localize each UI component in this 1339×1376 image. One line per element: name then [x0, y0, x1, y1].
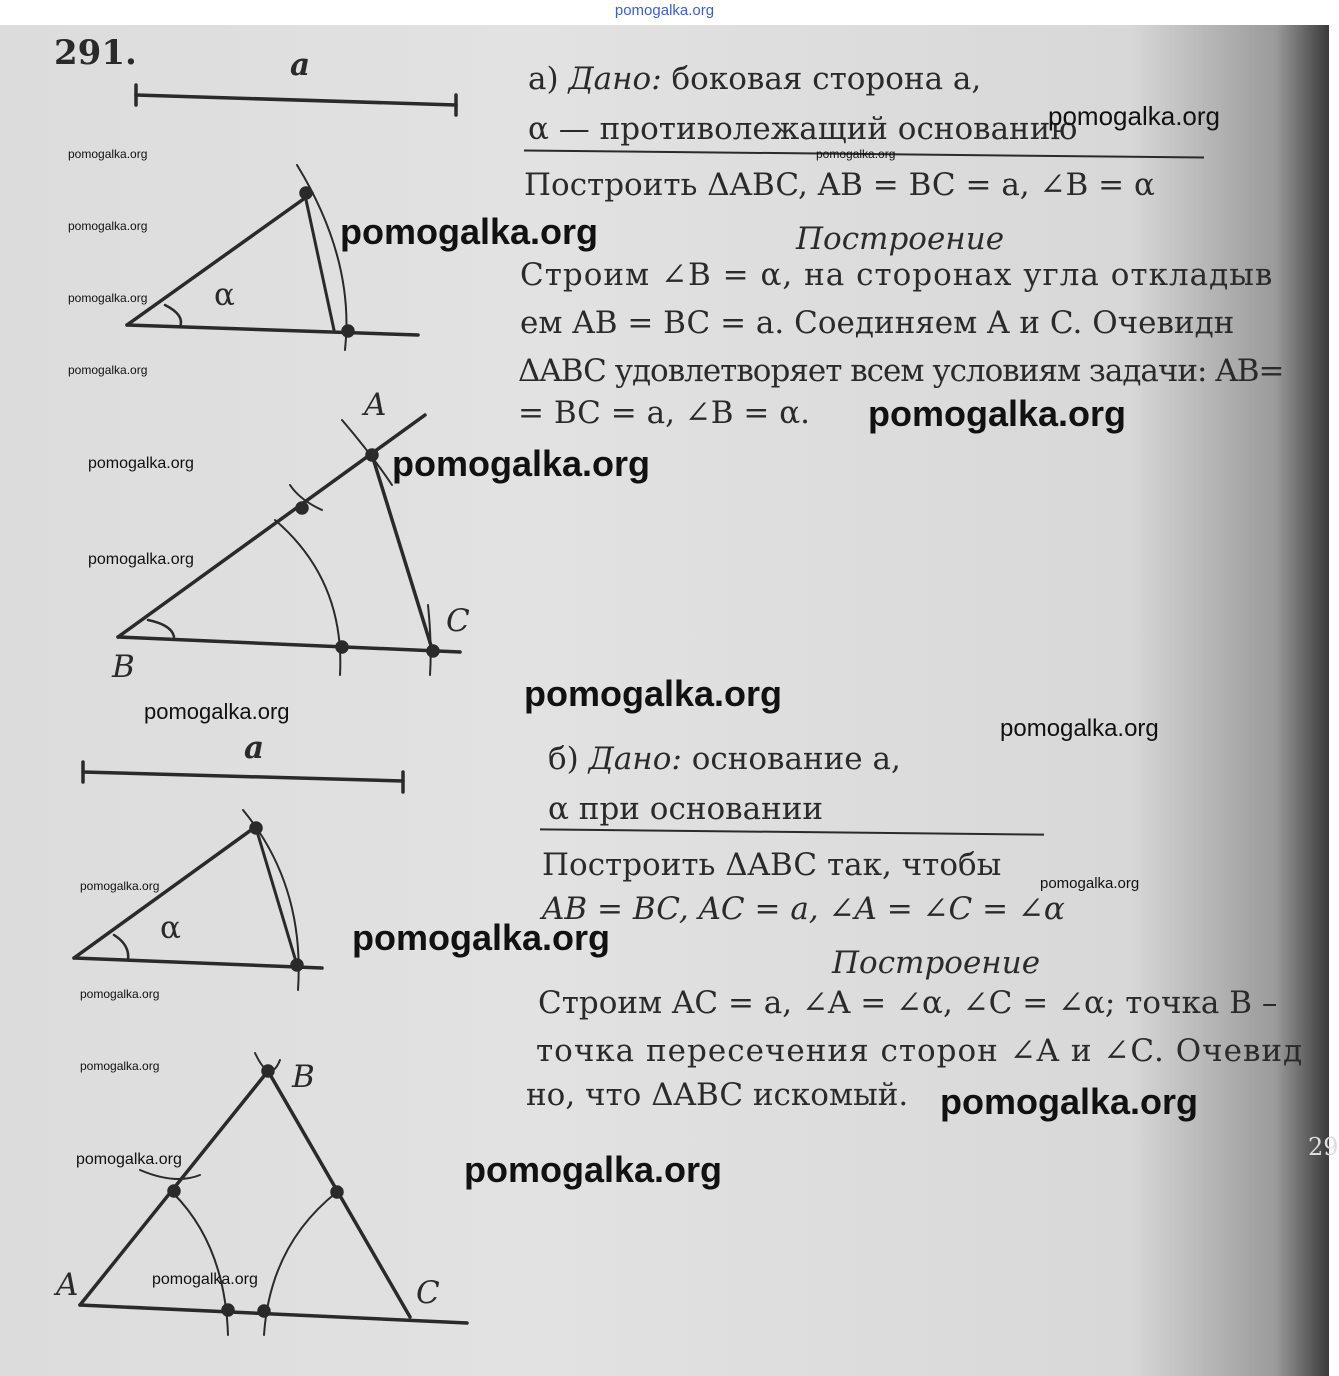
fig1-angle-construction	[127, 165, 418, 350]
watermark-small: pomogalka.org	[80, 879, 160, 893]
fig1-angle-label: α	[214, 277, 235, 313]
watermark-medium: pomogalka.org	[88, 551, 194, 568]
fig3-angle-label: α	[160, 910, 181, 946]
part-a-given-label: Дано:	[568, 61, 662, 97]
watermark-large: pomogalka.org	[940, 1081, 1199, 1122]
part-b-given-line1	[548, 741, 901, 777]
watermark-medium: pomogalka.org	[152, 1271, 258, 1288]
fig3-angle-construction	[74, 810, 322, 990]
watermark-large: pomogalka.org	[392, 443, 651, 484]
part-a-body-line1: Строим ∠B = α, на сторонах угла откладыв	[520, 257, 1274, 293]
watermark: pomogalka.org	[1000, 715, 1159, 742]
watermark-large: pomogalka.org	[340, 211, 599, 252]
fig2-label-a: A	[364, 387, 387, 423]
problem-number: 291.	[54, 33, 137, 73]
watermark-small: pomogalka.org	[816, 147, 896, 161]
fig3-segment-label: a	[244, 730, 265, 766]
watermark: pomogalka.org	[144, 699, 290, 724]
watermark-large: pomogalka.org	[464, 1149, 723, 1190]
part-a-prefix: а)	[528, 61, 569, 97]
part-b-given-label: Дано:	[588, 741, 682, 777]
watermark-large: pomogalka.org	[524, 673, 783, 714]
watermark-large: pomogalka.org	[868, 393, 1127, 434]
page-number-fragment: 29	[1308, 1133, 1339, 1161]
watermark-small: pomogalka.org	[68, 363, 148, 377]
part-b-given-text: основание a,	[681, 741, 901, 777]
fig1-segment-label: a	[290, 47, 311, 83]
part-b-divider	[540, 828, 1044, 835]
part-b-task-line2: AB = BC, AC = a, ∠A = ∠C = ∠α	[542, 891, 1065, 927]
part-b-task-line1: Построить ΔABC так, чтобы	[542, 847, 1002, 883]
part-a-given-line2: α — противолежащий основанию	[528, 111, 1078, 147]
fig2-label-c: C	[446, 603, 470, 639]
part-a-body-line2: ем AB = BC = a. Соединяем A и C. Очевидн	[520, 305, 1235, 341]
part-b-given-line2: α при основании	[548, 791, 824, 827]
scanned-page	[0, 25, 1339, 1376]
watermark-small: pomogalka.org	[68, 291, 148, 305]
fig4-label-a: A	[56, 1267, 79, 1303]
part-b-body-line3: но, что ΔABC искомый.	[526, 1077, 909, 1113]
watermark-small: pomogalka.org	[68, 219, 148, 233]
fig3-segment-a	[83, 762, 403, 792]
fig1-segment-a	[136, 85, 456, 115]
part-a-task: Построить ΔABC, AB = BC = a, ∠B = α	[524, 167, 1155, 203]
watermark-medium: pomogalka.org	[76, 1151, 182, 1168]
watermark-small: pomogalka.org	[80, 1059, 160, 1073]
part-b-body-line1: Строим AC = a, ∠A = ∠α, ∠C = ∠α; точка B –	[538, 985, 1278, 1021]
fig2-label-b: B	[112, 649, 135, 685]
part-b-body-line2: точка пересечения сторон ∠A и ∠C. Очевид	[536, 1033, 1304, 1069]
top-site-link[interactable]: pomogalka.org	[614, 2, 715, 19]
part-b-prefix: б)	[548, 741, 589, 777]
watermark: pomogalka.org	[1048, 101, 1220, 131]
part-a-given-text: боковая сторона a,	[661, 61, 982, 97]
part-a-body-line4: = BC = a, ∠B = α.	[518, 395, 811, 431]
fig4-label-b: B	[292, 1059, 315, 1095]
watermark-medium: pomogalka.org	[1040, 875, 1140, 892]
part-a-given-line1	[528, 61, 981, 97]
fig4-triangle-construction	[80, 1053, 467, 1335]
part-b-heading: Построение	[832, 945, 1041, 981]
watermark-small: pomogalka.org	[80, 987, 160, 1001]
fig4-label-c: C	[416, 1275, 440, 1311]
part-a-body-line3: ΔABC удовлетворяет всем условиям задачи: AB=	[518, 353, 1284, 389]
part-a-heading: Построение	[796, 221, 1005, 257]
watermark-large: pomogalka.org	[352, 917, 611, 958]
watermark-small: pomogalka.org	[68, 147, 148, 161]
watermark-medium: pomogalka.org	[88, 455, 194, 472]
